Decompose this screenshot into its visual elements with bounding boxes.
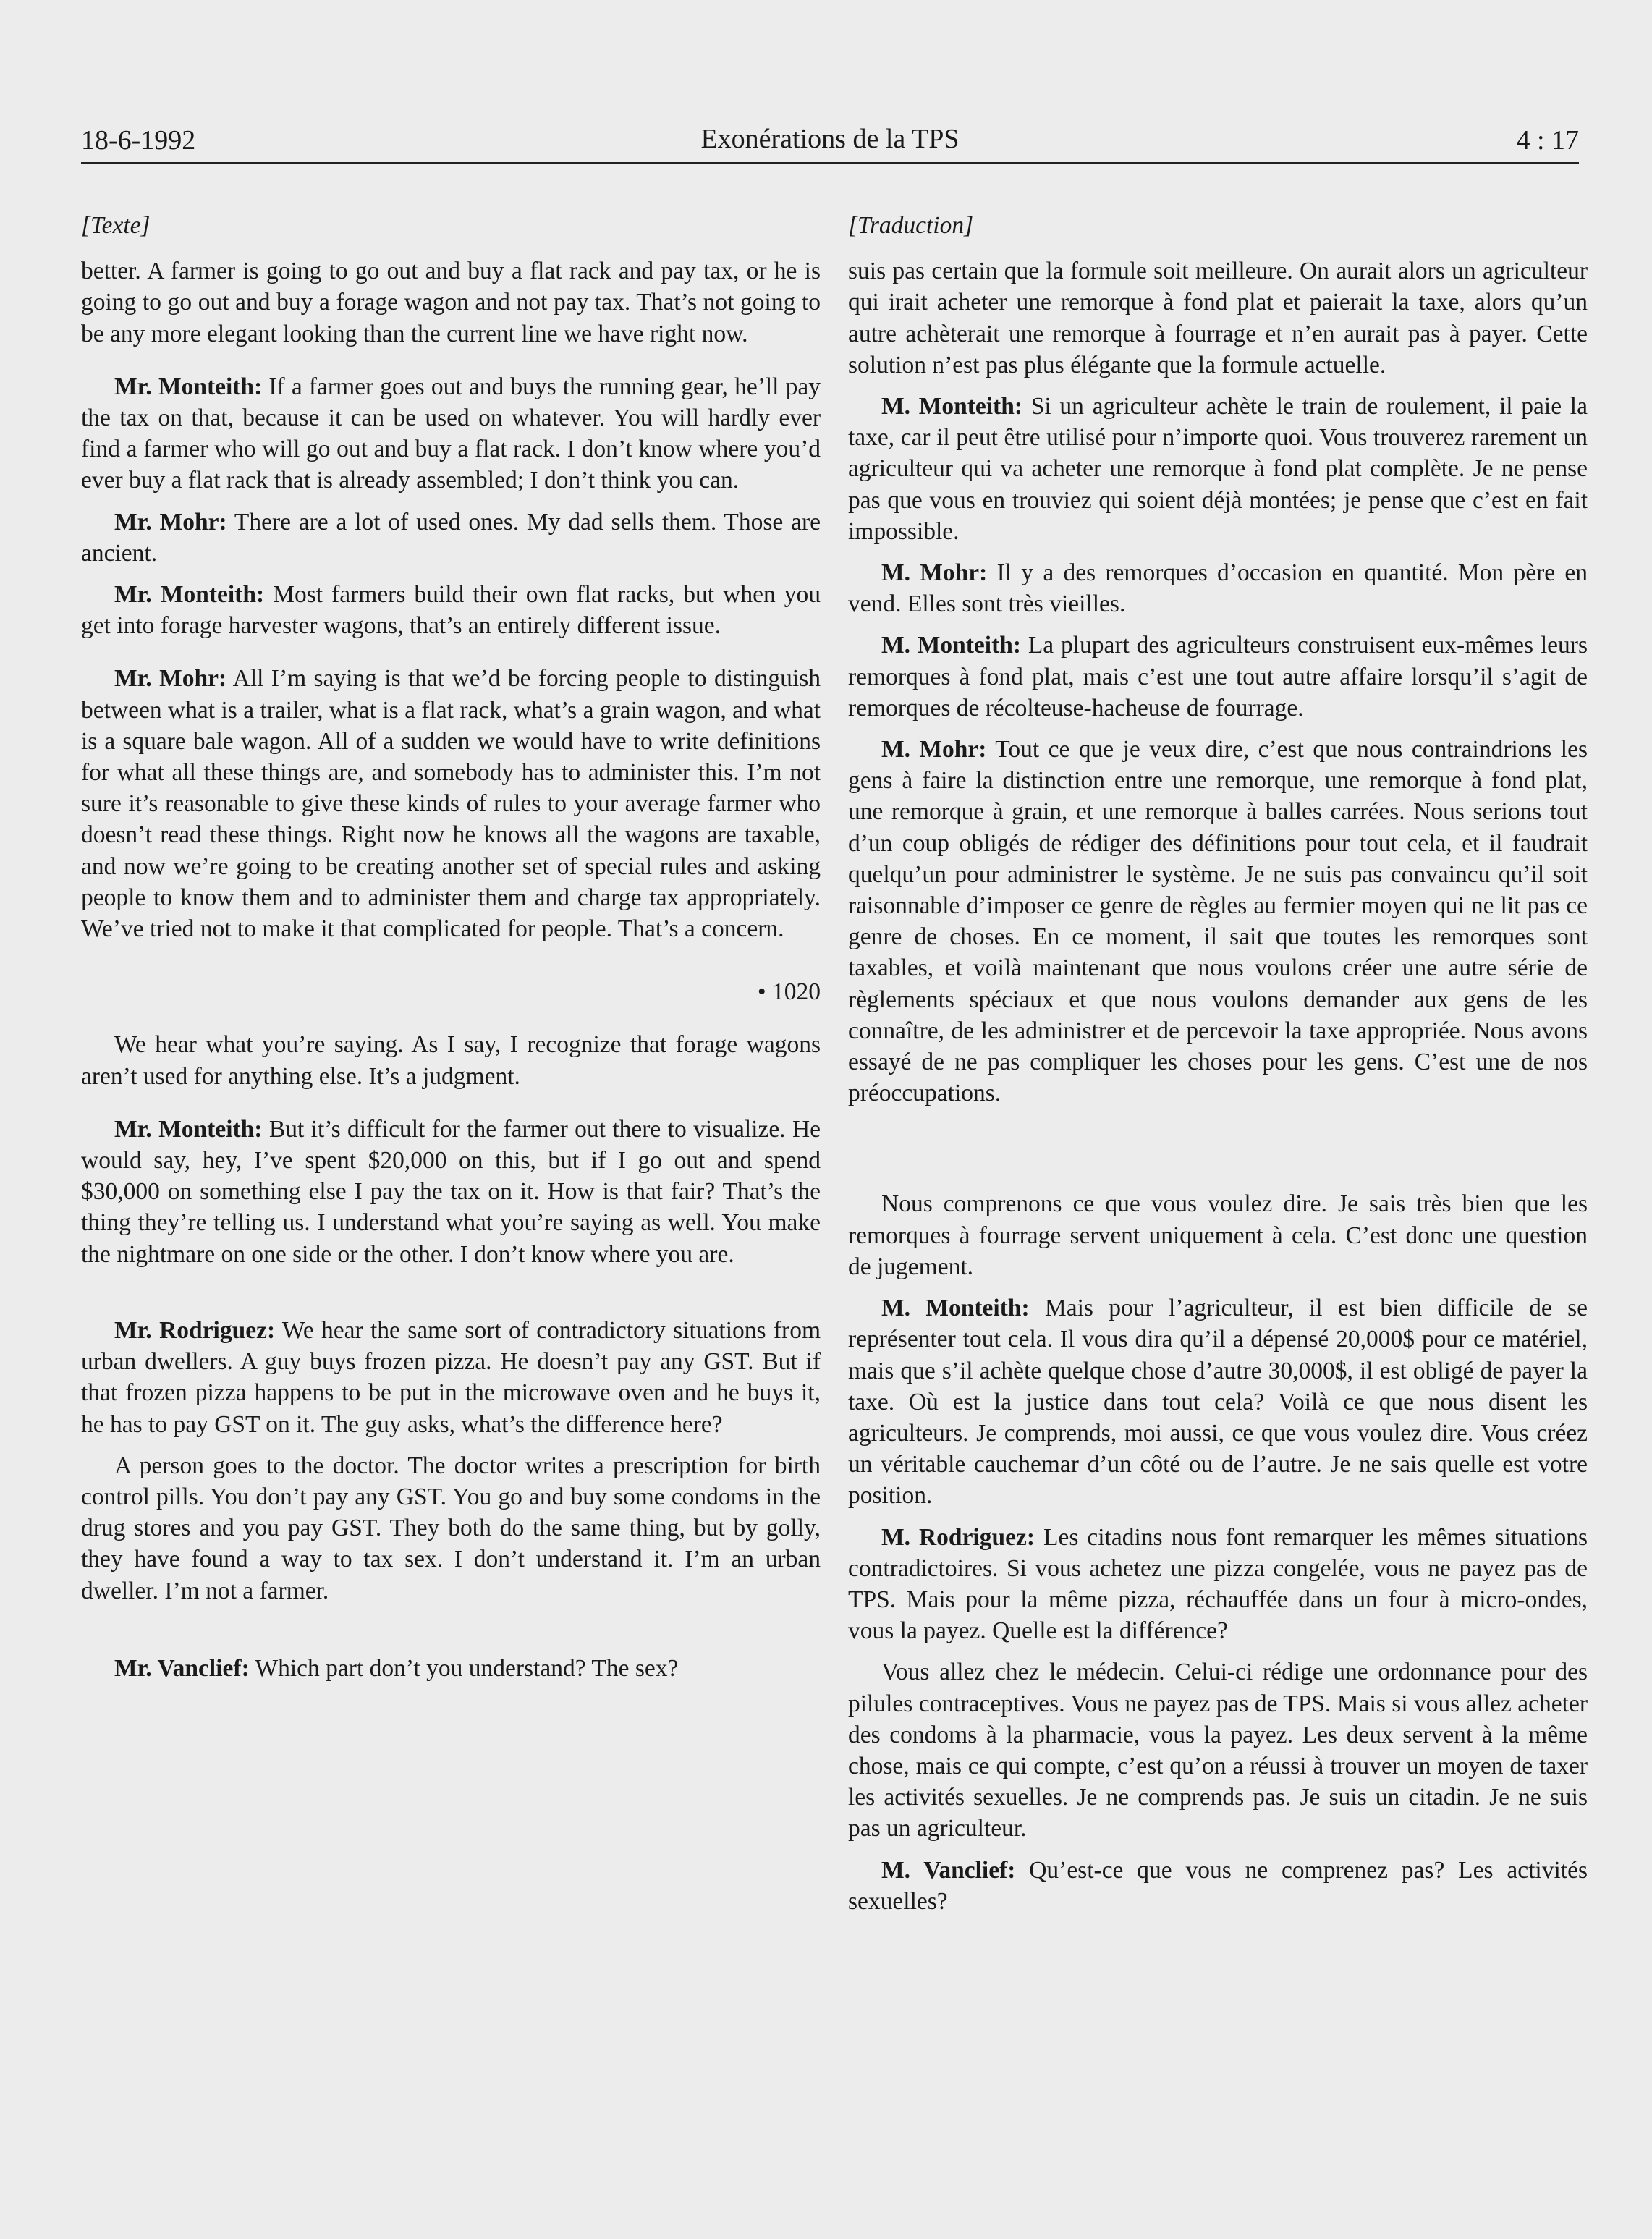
speaker-name: Mr. Mohr:: [114, 665, 227, 693]
speaker-name: M. Monteith:: [881, 393, 1022, 420]
speech-text: We hear the same sort of contradictory situations from urban dwellers. A guy buys frozen pizza. He doesn’t pay any GST. But if that frozen pizza happens to be put in the microwave oven and he buys it, he has to pay GST on it. The guy asks, what’s the difference here?: [81, 1316, 821, 1438]
french-column-label: [Traduction]: [848, 212, 974, 239]
english-column-label: [Texte]: [81, 212, 151, 239]
speech-text: Qu’est-ce que vous ne comprenez pas? Les activités sexuelles?: [848, 1856, 1588, 1915]
speaker-name: M. Monteith:: [881, 1295, 1030, 1322]
english-paragraph-8: [81, 1315, 821, 1440]
speaker-name: M. Rodriguez:: [881, 1523, 1035, 1551]
speaker-name: M. Mohr:: [881, 559, 988, 587]
speaker-name: M. Vanclief:: [881, 1856, 1016, 1884]
speech-text: Tout ce que je veux dire, c’est que nous contraindrions les gens à faire la distinction entre une remorque, une remorque à fond plat, une remorque à grain, et une remorque à balles carrées. Nous serions tout d’un coup obligés de rédiger des définitions pour tout cela, et il faudrait quelqu’un pour administrer le système. Je ne suis pas convaincu qu’il soit raisonnable d’imposer ce genre de règles au fermier moyen qui ne lit pas ce genre de choses. En ce moment, il sait que toutes les remorques sont taxables, et voilà maintenant que nous voulons créer une autre série de règlements spéciaux et que nous voulons demander aux gens de les connaître, de les administrer et de percevoir la taxe appropriée. Nous avons essayé de ne pas compliquer les choses pour les gens. C’est une de nos préoccupations.: [848, 736, 1588, 1107]
french-paragraph-1: suis pas certain que la formule soit meilleure. On aurait alors un agriculteur qui irait acheter une remorque à fond plat et paierait la taxe, alors qu’un autre achèterait une remorque à fourrage et n’en aurait pas à payer. Cette solution n’est pas plus élégante que la formule actuelle.: [848, 258, 1588, 378]
speech-text: Les citadins nous font remarquer les mêmes situations contradictoires. Si vous achetez une pizza congelée, vous ne payez pas de TPS. Mais pour la même pizza, réchauffée dans un four à micro-ondes, vous la payez. Quelle est la différence?: [848, 1523, 1588, 1645]
english-paragraph-10: [81, 1653, 821, 1684]
english-paragraph-7: [81, 1114, 821, 1270]
french-paragraph-2: [848, 391, 1588, 547]
speaker-name: Mr. Rodriguez:: [114, 1316, 276, 1344]
speech-text: La plupart des agriculteurs construisent eux-mêmes leurs remorques à fond plat, mais c’est une tout autre affaire lorsqu’il s’agit de remorques de récolteuse-hacheuse de fourrage.: [848, 632, 1588, 721]
page-header: [81, 122, 1579, 164]
french-paragraph-5: [848, 734, 1588, 1109]
french-paragraph-10: [848, 1855, 1588, 1917]
english-paragraph-6: We hear what you’re saying. As I say, I recognize that forage wagons aren’t used for anything else. It’s a judgment.: [81, 1031, 821, 1090]
speaker-name: M. Mohr:: [881, 736, 987, 763]
speaker-name: Mr. Vanclief:: [114, 1654, 250, 1682]
english-column: [81, 210, 821, 1684]
speaker-name: M. Monteith:: [881, 632, 1022, 659]
speaker-name: Mr. Monteith:: [114, 1115, 263, 1143]
speech-text: Mais pour l’agriculteur, il est bien difficile de se représenter tout cela. Il vous dira qu’il a dépensé 20,000$ pour ce matériel, mais que s’il achète quelque chose d’autre 30,000$, il est obligé de payer la taxe. Où est la justice dans tout cela? Voilà ce que nous disent les agriculteurs. Je comprends, moi aussi, ce que vous voulez dire. Vous créez un véritable cauchemar d’un côté ou de l’autre. Je ne sais quelle est votre position.: [848, 1295, 1588, 1510]
header-title: Exonérations de la TPS: [700, 124, 960, 154]
time-marker: • 1020: [757, 978, 821, 1006]
speech-text: If a farmer goes out and buys the running gear, he’ll pay the tax on that, because it can be used on whatever. You will hardly ever find a farmer who will go out and buy a flat rack. I don’t know where you’d ever buy a flat rack that is already assembled; I don’t think you can.: [81, 373, 821, 494]
speech-text: Most farmers build their own flat racks, but when you get into forage harvester wagons, that’s an entirely different issue.: [81, 581, 821, 640]
english-paragraph-1: better. A farmer is going to go out and buy a flat rack and pay tax, or he is going to go out and buy a forage wagon and not pay tax. That’s not going to be any more elegant looking than the current line we have right now.: [81, 258, 821, 347]
english-paragraph-3: [81, 507, 821, 569]
speech-text: All I’m saying is that we’d be forcing people to distinguish between what is a trailer, what is a flat rack, what’s a grain wagon, and what is a square bale wagon. All of a sudden we would have to write definitions for what all these things are, and somebody has to administer this. I’m not sure it’s reasonable to give these kinds of rules to your average farmer who doesn’t read these things. Right now he knows all the wagons are taxable, and now we’re going to be creating another set of special rules and asking people to know them and to administer them and charge tax appropriately. We’ve tried not to make it that complicated for people. That’s a concern.: [81, 665, 821, 943]
french-paragraph-7: [848, 1292, 1588, 1511]
french-paragraph-3: [848, 557, 1588, 619]
header-date: 18-6-1992: [81, 125, 196, 156]
english-paragraph-2: [81, 371, 821, 496]
speech-text: Il y a des remorques d’occasion en quantité. Mon père en vend. Elles sont très vieilles.: [848, 559, 1588, 618]
english-paragraph-5: [81, 663, 821, 944]
speech-text: But it’s difficult for the farmer out there to visualize. He would say, hey, I’ve spent $20,000 on this, but if I go out and spend $30,000 on something else I pay the tax on it. How is that fair? That’s the thing they’re telling us. I understand what you’re saying as well. You make the nightmare on one side or the other. I don’t know where you are.: [81, 1115, 821, 1268]
french-paragraph-6: Nous comprenons ce que vous voulez dire. Je sais très bien que les remorques à fourrage servent uniquement à cela. C’est donc une question de jugement.: [848, 1190, 1588, 1280]
speaker-name: Mr. Monteith:: [114, 581, 265, 609]
english-paragraph-9: A person goes to the doctor. The doctor writes a prescription for birth control pills. You don’t pay any GST. You go and buy some condoms in the drug stores and you pay GST. They both do the same thing, but by golly, they have found a way to tax sex. I don’t understand it. I’m an urban dweller. I’m not a farmer.: [81, 1452, 821, 1604]
speaker-name: Mr. Mohr:: [114, 508, 227, 536]
speech-text: Which part don’t you understand? The sex?: [249, 1654, 679, 1682]
english-paragraph-4: [81, 579, 821, 641]
header-page-number: 4 : 17: [1516, 125, 1579, 156]
speaker-name: Mr. Monteith:: [114, 373, 263, 400]
speech-text: Si un agriculteur achète le train de roulement, il paie la taxe, car il peut être utilisé pour n’importe quoi. Vous trouverez rarement un agriculteur qui va acheter une remorque à fond plat complète. Je ne pense pas que vous en trouviez qui soient déjà montées; je pense que c’est en fait impossible.: [848, 393, 1588, 545]
french-paragraph-9: Vous allez chez le médecin. Celui-ci rédige une ordonnance pour des pilules contraceptives. Vous ne payez pas de TPS. Mais si vous allez acheter des condoms à la pharmacie, vous la payez. Les deux servent à la même chose, mais ce qui compte, c’est qu’on a réussi à trouver un moyen de taxer les activités sexuelles. Je ne comprends pas. Je suis un citadin. Je ne suis pas un agriculteur.: [848, 1659, 1588, 1842]
speech-text: There are a lot of used ones. My dad sells them. Those are ancient.: [81, 508, 821, 567]
french-paragraph-8: [848, 1522, 1588, 1647]
french-paragraph-4: [848, 630, 1588, 724]
french-column: [848, 210, 1588, 1917]
